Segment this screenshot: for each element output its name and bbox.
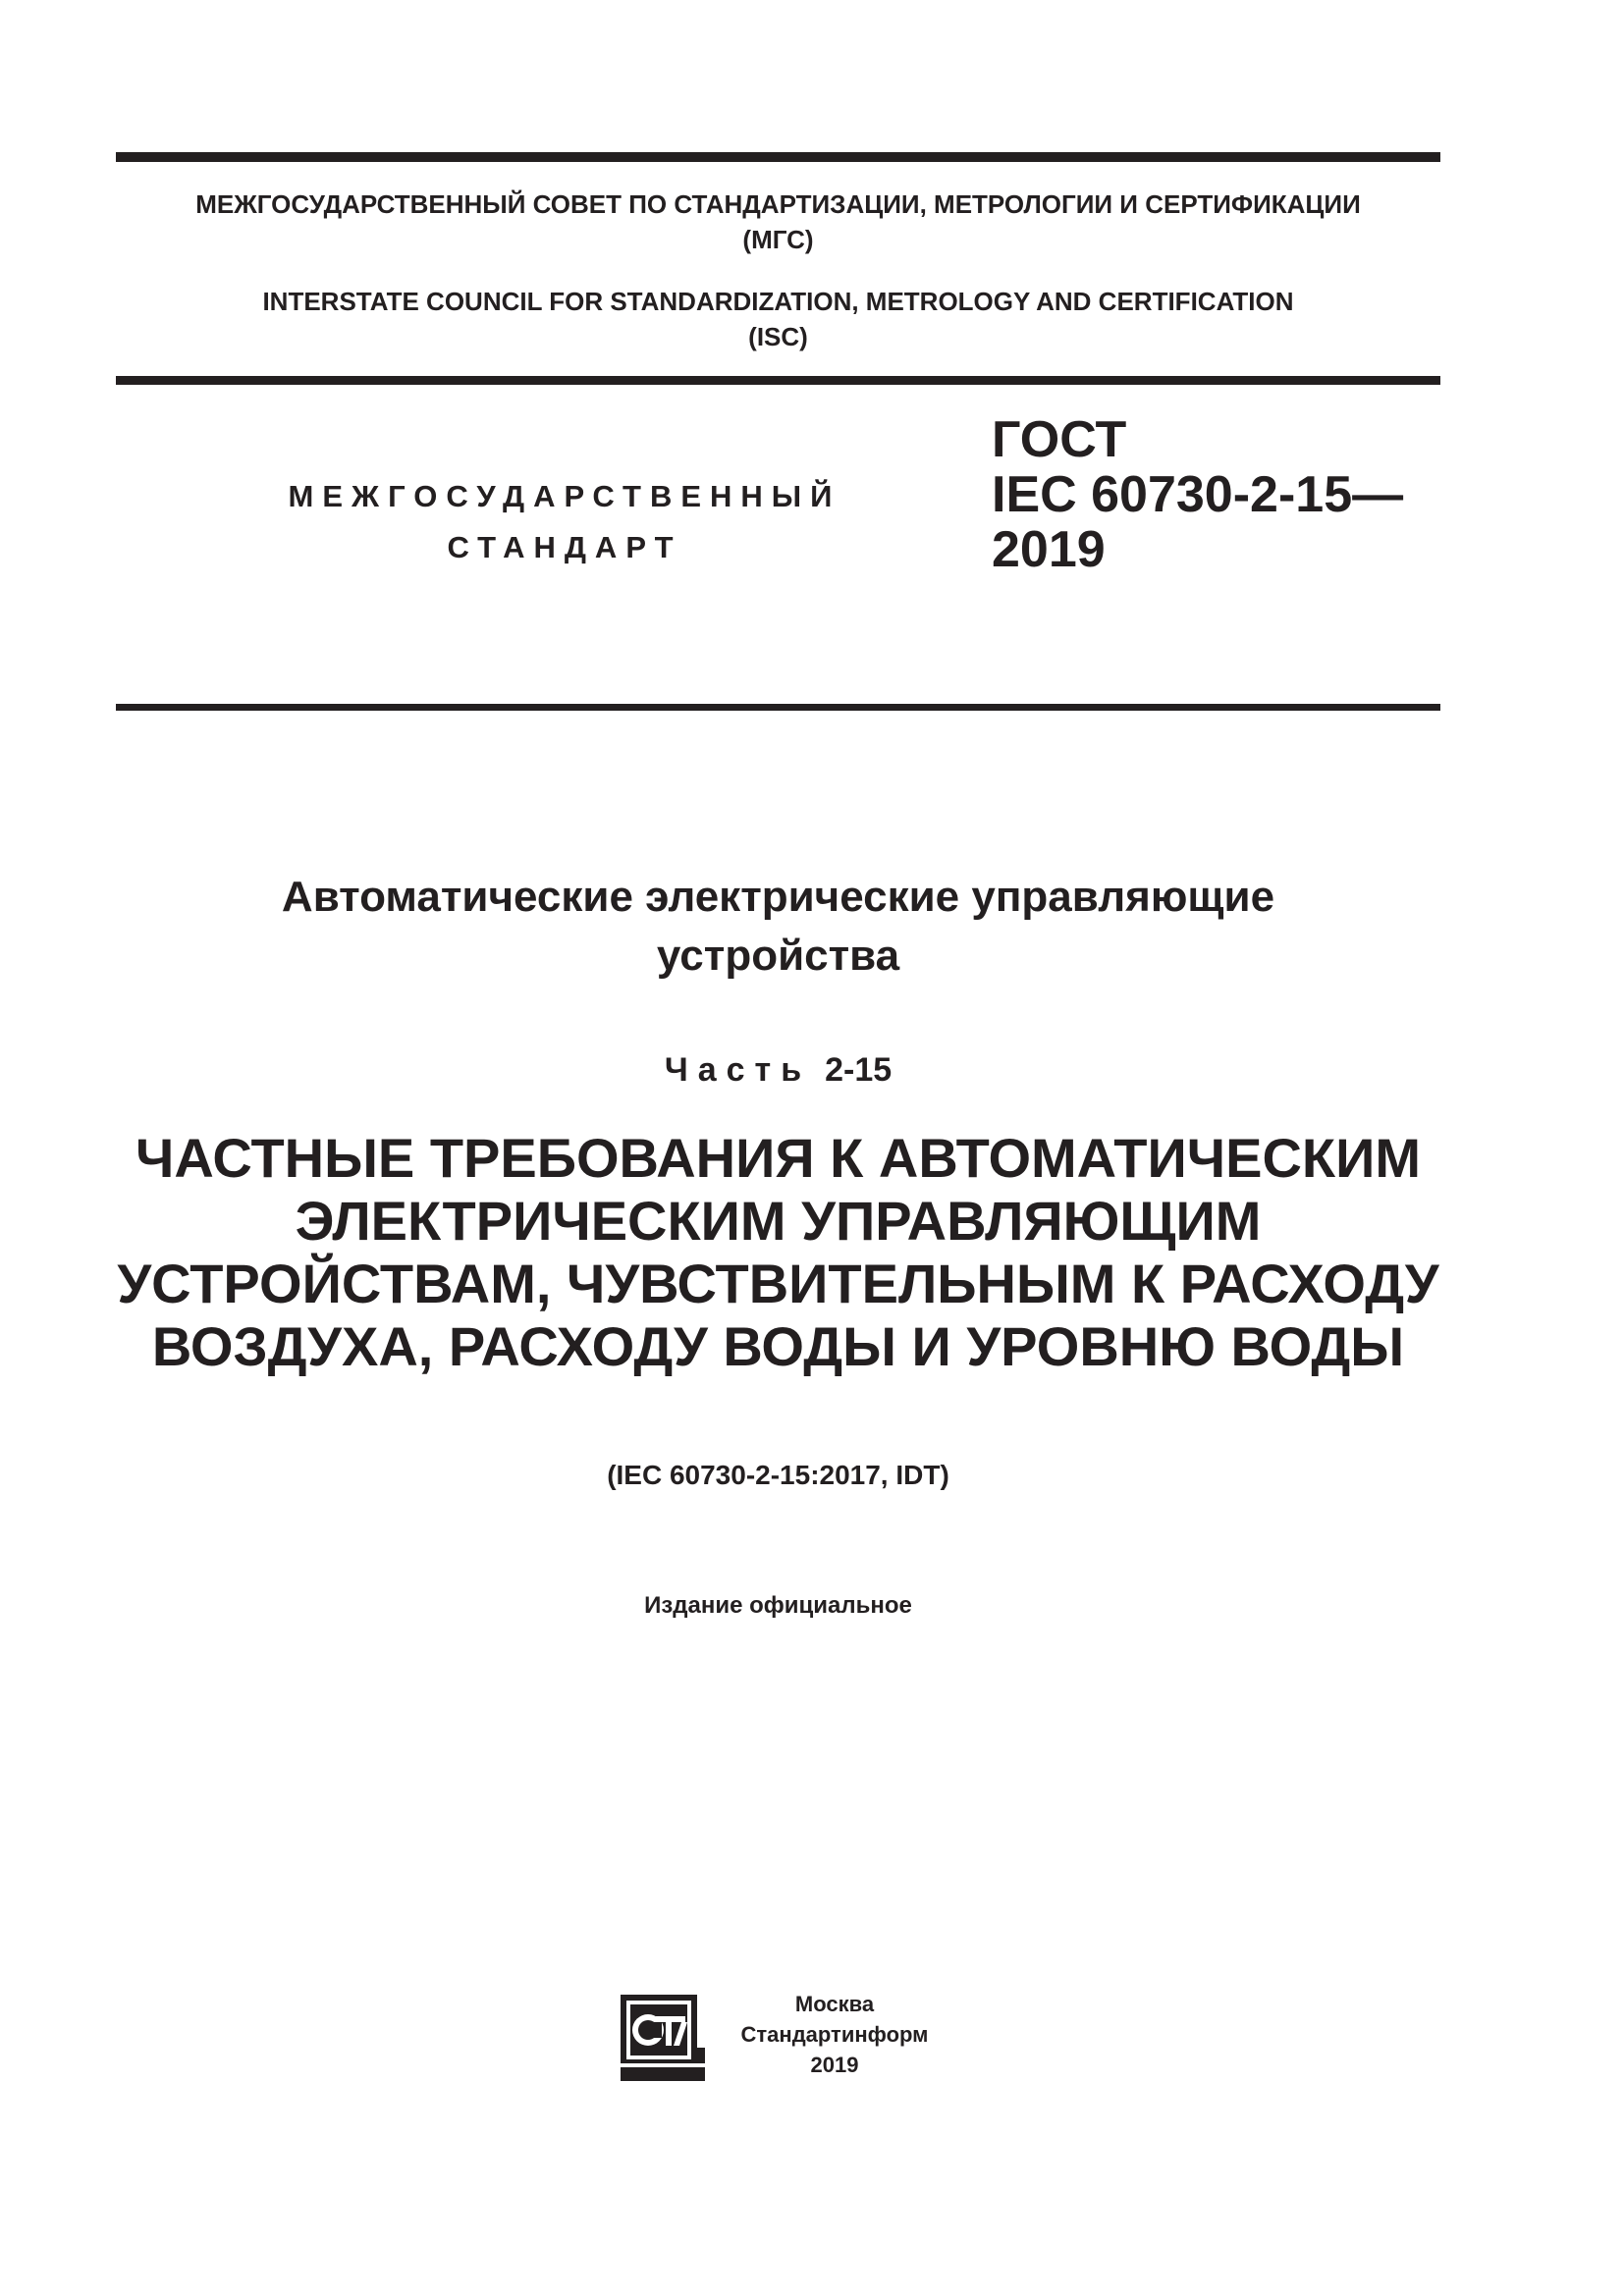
document-subtitle-line3: УСТРОЙСТВАМ, ЧУВСТВИТЕЛЬНЫМ К РАСХОДУ — [117, 1253, 1439, 1314]
document-subtitle-line2: ЭЛЕКТРИЧЕСКИМ УПРАВЛЯЮЩИМ — [295, 1190, 1262, 1252]
document-title-line1: Автоматические электрические управляющие — [281, 873, 1275, 921]
official-edition-label: Издание официальное — [644, 1592, 912, 1619]
interstate-label-line2: СТАНДАРТ — [447, 530, 682, 564]
publisher-city: Москва — [794, 1992, 875, 2016]
council-ru-abbr: (МГС) — [742, 225, 814, 254]
part-label: Часть — [664, 1051, 812, 1089]
iec-equivalence: (IEC 60730-2-15:2017, IDT) — [607, 1460, 949, 1490]
document-title-line2: устройства — [656, 932, 900, 980]
council-ru — [116, 187, 1440, 257]
standartinform-logo-icon — [619, 1993, 707, 2083]
council-en-abbr: (ISC) — [748, 322, 808, 351]
header-rule — [116, 376, 1440, 385]
interstate-standard-label — [265, 471, 864, 573]
interstate-label-line1: МЕЖГОСУДАРСТВЕННЫЙ — [288, 479, 841, 513]
council-en-name: INTERSTATE COUNCIL FOR STANDARDIZATION, METROLOGY AND CERTIFICATION — [262, 287, 1294, 316]
top-rule — [116, 152, 1440, 162]
gost-year: 2019 — [992, 521, 1106, 578]
part-number: 2-15 — [825, 1051, 893, 1089]
publisher-year: 2019 — [810, 2053, 859, 2077]
gost-number: IEC 60730-2-15— — [992, 466, 1404, 523]
council-ru-name: МЕЖГОСУДАРСТВЕННЫЙ СОВЕТ ПО СТАНДАРТИЗАЦИИ, МЕТРОЛОГИИ И СЕРТИФИКАЦИИ — [195, 189, 1361, 219]
document-subtitle-line4: ВОЗДУХА, РАСХОДУ ВОДЫ И УРОВНЮ ВОДЫ — [151, 1315, 1405, 1377]
document-subtitle — [116, 1127, 1440, 1378]
gost-designation — [992, 412, 1434, 577]
designation-rule — [116, 704, 1440, 711]
publisher-name: Стандартинформ — [740, 2022, 929, 2047]
document-title — [116, 868, 1440, 986]
document-subtitle-line1: ЧАСТНЫЕ ТРЕБОВАНИЯ К АВТОМАТИЧЕСКИМ — [135, 1127, 1421, 1189]
council-en — [116, 284, 1440, 354]
part-heading — [116, 1048, 1440, 1092]
gost-label: ГОСТ — [992, 411, 1127, 468]
publisher-block — [717, 1989, 952, 2080]
